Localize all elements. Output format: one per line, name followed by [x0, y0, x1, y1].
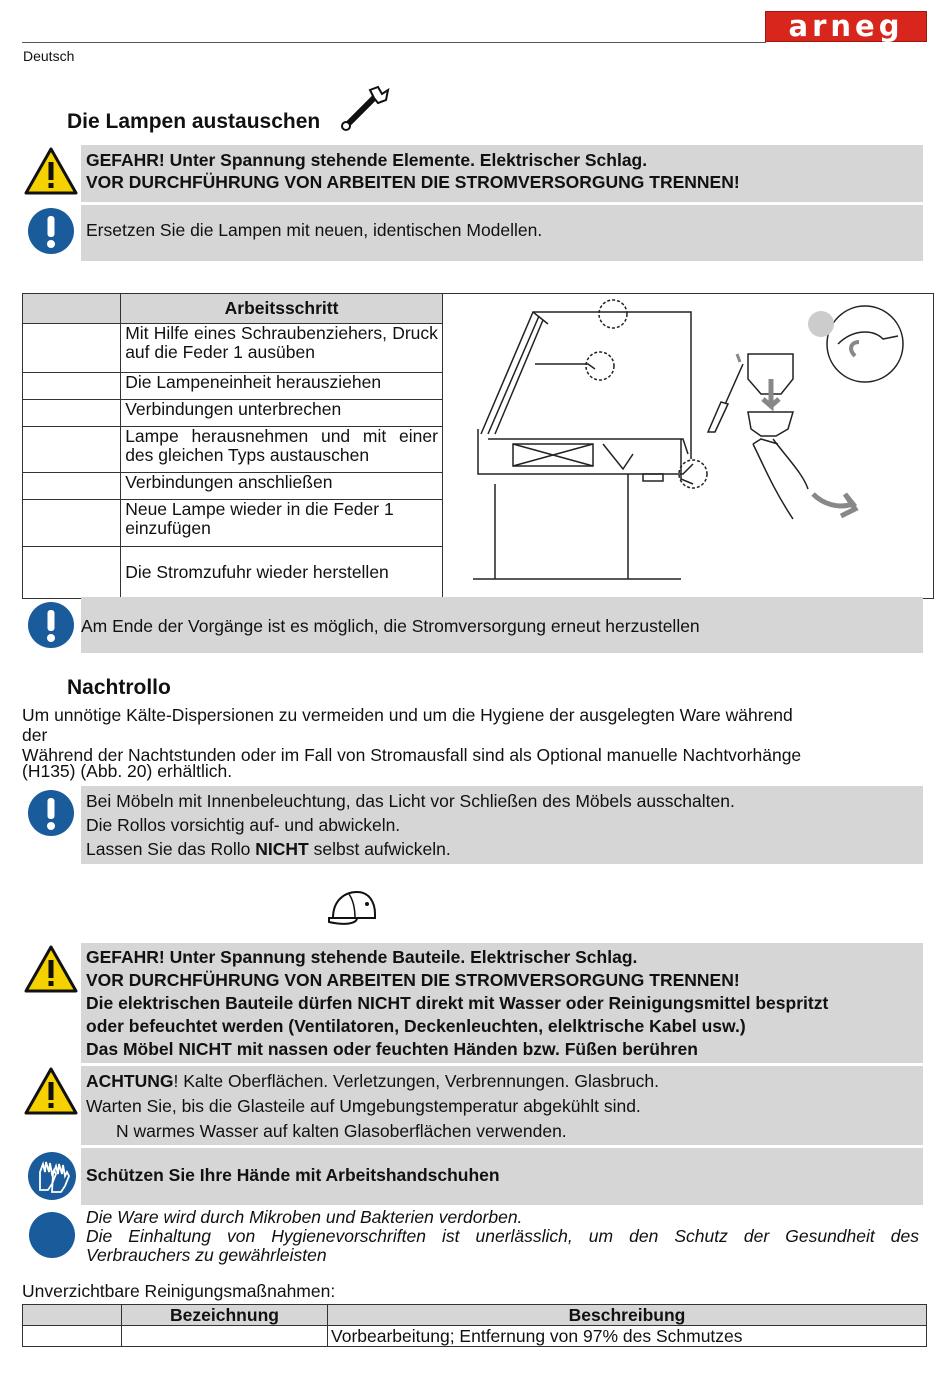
hygiene-line: Verbrauchers zu gewährleisten	[86, 1245, 327, 1265]
step-text-5: Verbindungen anschließen	[121, 473, 443, 500]
night-notice-box	[81, 786, 923, 864]
end-notice-text: Am Ende der Vorgänge ist es möglich, die Stromversorgung erneut herzustellen	[81, 616, 700, 636]
warning-triangle-icon	[24, 146, 78, 196]
step-text-3: Verbindungen unterbrechen	[121, 399, 443, 426]
mandatory-exclamation-icon	[26, 206, 76, 256]
lamp-diagram-cell	[442, 294, 933, 599]
danger-text-1: GEFAHR! Unter Spannung stehende Elemente. Elektrischer Schlag.	[86, 150, 648, 170]
cleaning-cap-icon	[327, 888, 379, 928]
warning-triangle-icon	[24, 1066, 78, 1116]
lamp-replacement-diagram	[443, 294, 932, 594]
cleaning-table	[22, 1304, 927, 1347]
mandatory-exclamation-icon	[26, 788, 76, 838]
hygiene-line: Die Einhaltung von Hygienevorschriften ist unerlässlich, um den Schutz der Gesundheit des	[86, 1226, 919, 1246]
step-text-1: Mit Hilfe eines Schraubenziehers, Druck auf die Feder 1 ausüben	[121, 324, 443, 372]
night-para-line: der	[22, 725, 48, 745]
cleaning-cell	[122, 1326, 328, 1347]
step-text-4: Lampe herausnehmen und mit einer des gleichen Typs austauschen	[121, 426, 443, 472]
danger-box-lamps	[81, 145, 923, 202]
danger-cleaning-line: GEFAHR! Unter Spannung stehende Bauteile. Elektrischer Schlag.	[86, 947, 638, 967]
danger-box-cleaning	[81, 943, 923, 1063]
step-number-cell	[23, 546, 121, 598]
night-notice-line: Bei Möbeln mit Innenbeleuchtung, das Licht vor Schließen des Möbels ausschalten.	[86, 791, 735, 811]
section-title-night-blind: Nachtrollo	[67, 676, 171, 699]
notice-box-lamps	[81, 205, 923, 261]
end-notice-box	[81, 597, 923, 653]
caution-box	[81, 1066, 923, 1145]
hygiene-info-icon	[27, 1210, 77, 1260]
hygiene-text	[86, 1208, 919, 1265]
step-number-cell	[23, 473, 121, 500]
header-rule	[22, 42, 766, 43]
danger-cleaning-line: Die elektrischen Bauteile dürfen NICHT direkt mit Wasser oder Reinigungsmittel bespritzt	[86, 993, 829, 1013]
night-para-line: (H135) (Abb. 20) erhältlich.	[22, 761, 233, 781]
cleaning-col-description: Beschreibung	[328, 1305, 927, 1326]
cleaning-cell	[23, 1326, 122, 1347]
brand-logo: arneg	[765, 11, 927, 42]
gloves-text: Schützen Sie Ihre Hände mit Arbeitshandschuhen	[86, 1165, 500, 1185]
step-number-cell	[23, 500, 121, 546]
night-notice-line: Lassen Sie das Rollo NICHT selbst aufwickeln.	[86, 839, 451, 859]
warning-triangle-icon	[24, 944, 78, 994]
danger-cleaning-line: VOR DURCHFÜHRUNG VON ARBEITEN DIE STROMVERSORGUNG TRENNEN!	[86, 970, 740, 990]
cleaning-list-intro: Unverzichtbare Reinigungsmaßnahmen:	[22, 1281, 336, 1301]
caution-line: N warmes Wasser auf kalten Glasoberflächen verwenden.	[116, 1121, 567, 1141]
steps-table-corner	[23, 294, 121, 324]
night-notice-line: Die Rollos vorsichtig auf- und abwickeln.	[86, 815, 401, 835]
caution-line: ACHTUNG! Kalte Oberflächen. Verletzungen, Verbrennungen. Glasbruch.	[86, 1071, 659, 1091]
gloves-icon	[26, 1150, 78, 1202]
step-number-cell	[23, 399, 121, 426]
step-number-cell	[23, 324, 121, 372]
danger-cleaning-line: oder befeuchtet werden (Ventilatoren, Deckenleuchten, elelktrische Kabel usw.)	[86, 1016, 746, 1036]
step-text-7: Die Stromzufuhr wieder herstellen	[121, 546, 443, 598]
section-title-lamps: Die Lampen austauschen	[67, 110, 321, 133]
wrench-icon	[340, 84, 392, 132]
hygiene-line: Die Ware wird durch Mikroben und Bakterien verdorben.	[86, 1207, 523, 1227]
mandatory-exclamation-icon	[26, 600, 76, 650]
step-text-6: Neue Lampe wieder in die Feder 1 einzufügen	[121, 500, 443, 546]
night-para-line: Während der Nachtstunden oder im Fall von Stromausfall sind als Optional manuelle Nachtvorhänge	[22, 745, 802, 765]
danger-cleaning-line: Das Möbel NICHT mit nassen oder feuchten Händen bzw. Füßen berühren	[86, 1039, 698, 1059]
cleaning-col-1	[23, 1305, 122, 1326]
steps-table-header: Arbeitsschritt	[121, 294, 443, 324]
steps-table	[22, 293, 934, 599]
step-number-cell	[23, 372, 121, 399]
night-paragraph	[22, 705, 801, 781]
night-para-line: Um unnötige Kälte-Dispersionen zu vermeiden und um die Hygiene der ausgelegten Ware während	[22, 705, 793, 725]
caution-line: Warten Sie, bis die Glasteile auf Umgebungstemperatur abgekühlt sind.	[86, 1096, 641, 1116]
step-number-cell	[23, 426, 121, 472]
cleaning-col-name: Bezeichnung	[122, 1305, 328, 1326]
cleaning-cell-description: Vorbearbeitung; Entfernung von 97% des Schmutzes	[328, 1326, 927, 1347]
danger-text-2: VOR DURCHFÜHRUNG VON ARBEITEN DIE STROMVERSORGUNG TRENNEN!	[86, 172, 740, 192]
gloves-box	[81, 1148, 923, 1205]
notice-text: Ersetzen Sie die Lampen mit neuen, identischen Modellen.	[86, 220, 543, 240]
step-text-2: Die Lampeneinheit herausziehen	[121, 372, 443, 399]
language-label: Deutsch	[23, 48, 75, 64]
